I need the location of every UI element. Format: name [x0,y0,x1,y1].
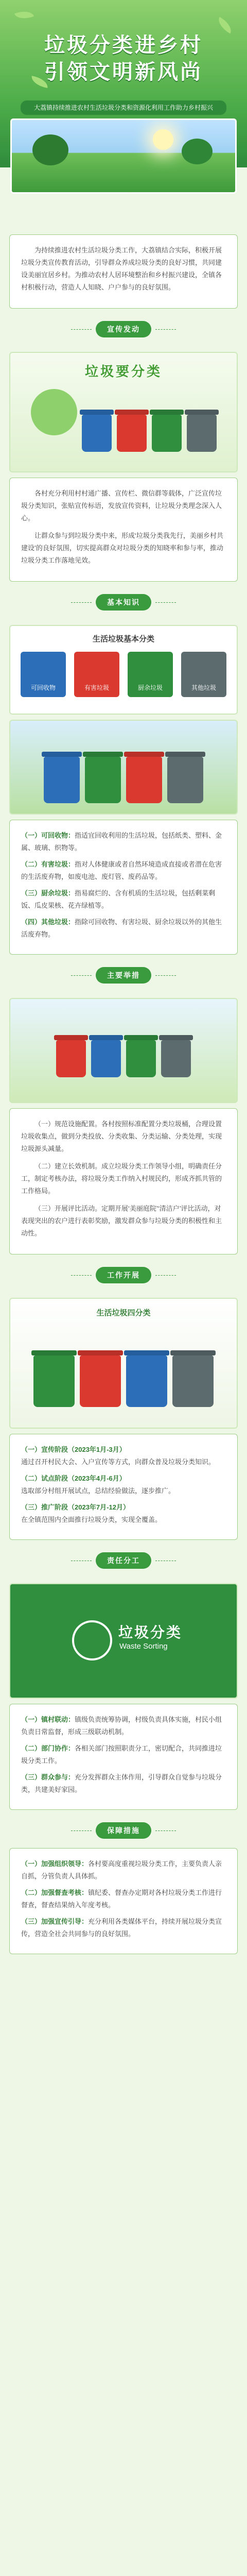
waste-sorting-logo-banner [9,1583,238,1699]
sun-icon [153,129,173,150]
hazardous-bin-icon [80,1355,121,1407]
kitchen-bin-icon [152,415,182,452]
illustration-caption: 垃圾要分类 [84,364,162,379]
hazardous-tile [74,652,119,697]
measures-card [9,1108,238,1255]
hero-photo-wrap [0,167,247,234]
item-text: 指适宜回收利用的生活垃圾，包括纸类、塑料、金属、玻璃、织物等。 [21,832,222,852]
kitchen-tile [128,652,173,697]
item-head: （四）其他垃圾： [21,918,75,926]
item-text: 各村要高度重视垃圾分类工作，主要负责人亲自抓，分管负责人具体抓。 [21,1860,222,1880]
other-bin-icon [172,1355,214,1407]
section-badge: 宣传发动 [96,321,151,337]
list-item [21,1858,226,1883]
section-guarantee [0,1810,247,1954]
intro-text: 为持续推进农村生活垃圾分类工作，大荔镇结合实际，积极开展垃圾分类宣传教育活动，引导群众养成垃圾分类的良好习惯，共同建设美丽宜居乡村。为推动农村人居环境整治和乡村振兴建设，全镇各村积极行动，营造人人知晓、户户参与的良好氛围。 [21,246,222,291]
item-head: （二）有害垃圾： [21,860,75,868]
list-item [21,1771,226,1796]
list-item [21,1501,226,1526]
title-line-2: 引领文明新风尚 [44,61,203,83]
list-item [21,858,226,883]
section-badge: 工作开展 [96,1267,151,1283]
item-head: （三）加强宣传引导： [21,1918,89,1925]
bin-icon [85,757,121,803]
item-head: （一）可回收物： [21,832,75,839]
paragraph: （二）建立长效机制。成立垃圾分类工作领导小组，明确责任分工，制定考核办法，将垃圾分类工作纳入村规民约，形成齐抓共管的工作格局。 [21,1162,222,1195]
list-item [21,1742,226,1767]
other-tile [181,652,226,697]
list-item [21,1714,226,1738]
bin-icon [161,1040,191,1077]
section-responsibility [0,1540,247,1810]
intro-card [9,234,238,309]
item-text: 指除可回收物、有害垃圾、厨余垃圾以外的其他生活废弃物。 [21,918,222,938]
categories-illustration [9,625,238,715]
guarantee-card [9,1848,238,1954]
recyclable-bin-icon [126,1355,167,1407]
landscape-photo [10,118,237,194]
logo-text-en: Waste Sorting [119,1642,168,1651]
globe-icon [31,389,77,435]
section-badge: 责任分工 [96,1552,151,1569]
knowledge-card [9,820,238,955]
paragraph: （一）规范设施配置。各村按照标准配置分类垃圾桶，合理设置垃圾收集点，做到分类投放、分类收集、分类运输、分类处理，实现垃圾源头减量。 [21,1120,222,1153]
tree-icon [182,139,213,164]
item-text: 镇级负责统筹协调，村级负责具体实施，村民小组负责日常监督，形成三级联动机制。 [21,1716,222,1736]
recyclable-tile [21,652,66,697]
item-head: （二）加强督查考核： [21,1889,89,1896]
section-badge: 保障措施 [96,1822,151,1839]
item-head: （一）宣传阶段（2023年1月-3月） [21,1446,126,1453]
section-badge: 主要举措 [96,967,151,984]
bin-icon [126,1040,156,1077]
item-head: （二）试点阶段（2023年4月-6月） [21,1475,126,1482]
illustration-title: 生活垃圾四分类 [96,1309,151,1317]
recyclable-bin-icon [82,415,112,452]
item-text: 在全镇范围内全面推行垃圾分类，实现全覆盖。 [21,1516,162,1523]
kitchen-bin-icon [33,1355,75,1407]
four-bins-illustration [9,1298,238,1429]
tile-label: 其他垃圾 [191,684,216,691]
work-card [9,1434,238,1540]
tile-label: 厨余垃圾 [137,684,163,691]
measures-illustration [9,998,238,1103]
page-subtitle: 大荔镇持续推进农村生活垃圾分类和资源化利用工作助力乡村振兴 [21,100,226,115]
tile-label: 可回收物 [30,684,56,691]
list-item [21,829,226,854]
item-head: （一）加强组织领导： [21,1860,89,1868]
item-head: （三）群众参与： [21,1773,75,1781]
item-text: 指易腐烂的、含有机质的生活垃圾，包括剩菜剩饭、瓜皮果核、花卉绿植等。 [21,889,216,909]
paragraph: 各村充分利用村村通广播、宣传栏、微信群等载体，广泛宣传垃圾分类知识，张贴宣传标语，发放宣传资料，让垃圾分类理念深入人心。 [21,489,222,522]
item-head: （三）推广阶段（2023年7月-12月） [21,1503,130,1511]
item-text: 指对人体健康或者自然环境造成直接或者潜在危害的生活废弃物，如废电池、废灯管、废药品等。 [21,860,222,880]
paragraph: （三）开展评比活动。定期开展‘美丽庭院’‘清洁户’评比活动，对表现突出的农户进行表彰奖励，激发群众参与垃圾分类的积极性和主动性。 [21,1205,222,1237]
list-item [21,887,226,912]
page-title [0,32,247,86]
item-head: （一）镇村联动： [21,1716,75,1723]
section-measures [0,955,247,1255]
publicity-card [9,478,238,582]
sorting-illustration [9,352,238,472]
list-item [21,1916,226,1940]
bin-icon [167,757,203,803]
item-text: 充分发挥群众主体作用，引导群众自觉参与垃圾分类，共建美好家园。 [21,1773,222,1793]
item-head: （二）部门协作： [21,1744,75,1752]
section-badge: 基本知识 [96,594,151,611]
paragraph: 让群众参与到垃圾分类中来，形成‘垃圾分类我先行，美丽乡村共建设’的良好氛围，切实提高群众对垃圾分类的知晓率和参与率，推动垃圾分类工作落地见效。 [21,532,223,564]
title-line-1: 垃圾分类进乡村 [44,34,203,57]
item-head: （三）厨余垃圾： [21,889,75,897]
item-text: 充分利用各类媒体平台，持续开展垃圾分类宣传，营造全社会共同参与的良好氛围。 [21,1918,222,1938]
bin-icon [91,1040,121,1077]
list-item [21,1472,226,1497]
responsibility-card [9,1704,238,1810]
hazardous-bin-icon [117,415,147,452]
item-text: 选取部分村组开展试点，总结经验做法，逐步推广。 [21,1487,175,1495]
bin-icon [126,757,162,803]
logo-text-cn: 垃圾分类 [118,1624,183,1640]
other-bin-icon [187,415,217,452]
leaf-icon [14,8,34,23]
item-text: 各相关部门按照职责分工，密切配合，共同推进垃圾分类工作。 [21,1744,222,1765]
leaf-icon [215,17,235,34]
bin-icon [56,1040,86,1077]
list-item [21,1887,226,1911]
tile-label: 有害垃圾 [84,684,109,691]
section-work [0,1255,247,1540]
bins-photo [9,720,238,815]
illustration-title: 生活垃圾基本分类 [92,635,154,643]
item-text: 镇纪委、督查办定期对各村垃圾分类工作进行督查，督查结果纳入年度考核。 [21,1889,222,1909]
list-item [21,916,226,941]
item-text: 通过召开村民大会、入户宣传等方式，向群众普及垃圾分类知识。 [21,1458,216,1466]
section-publicity [0,309,247,582]
bin-icon [44,757,80,803]
section-knowledge [0,582,247,955]
tree-icon [32,134,68,165]
list-item [21,1444,226,1468]
recycle-icon [72,1620,112,1660]
